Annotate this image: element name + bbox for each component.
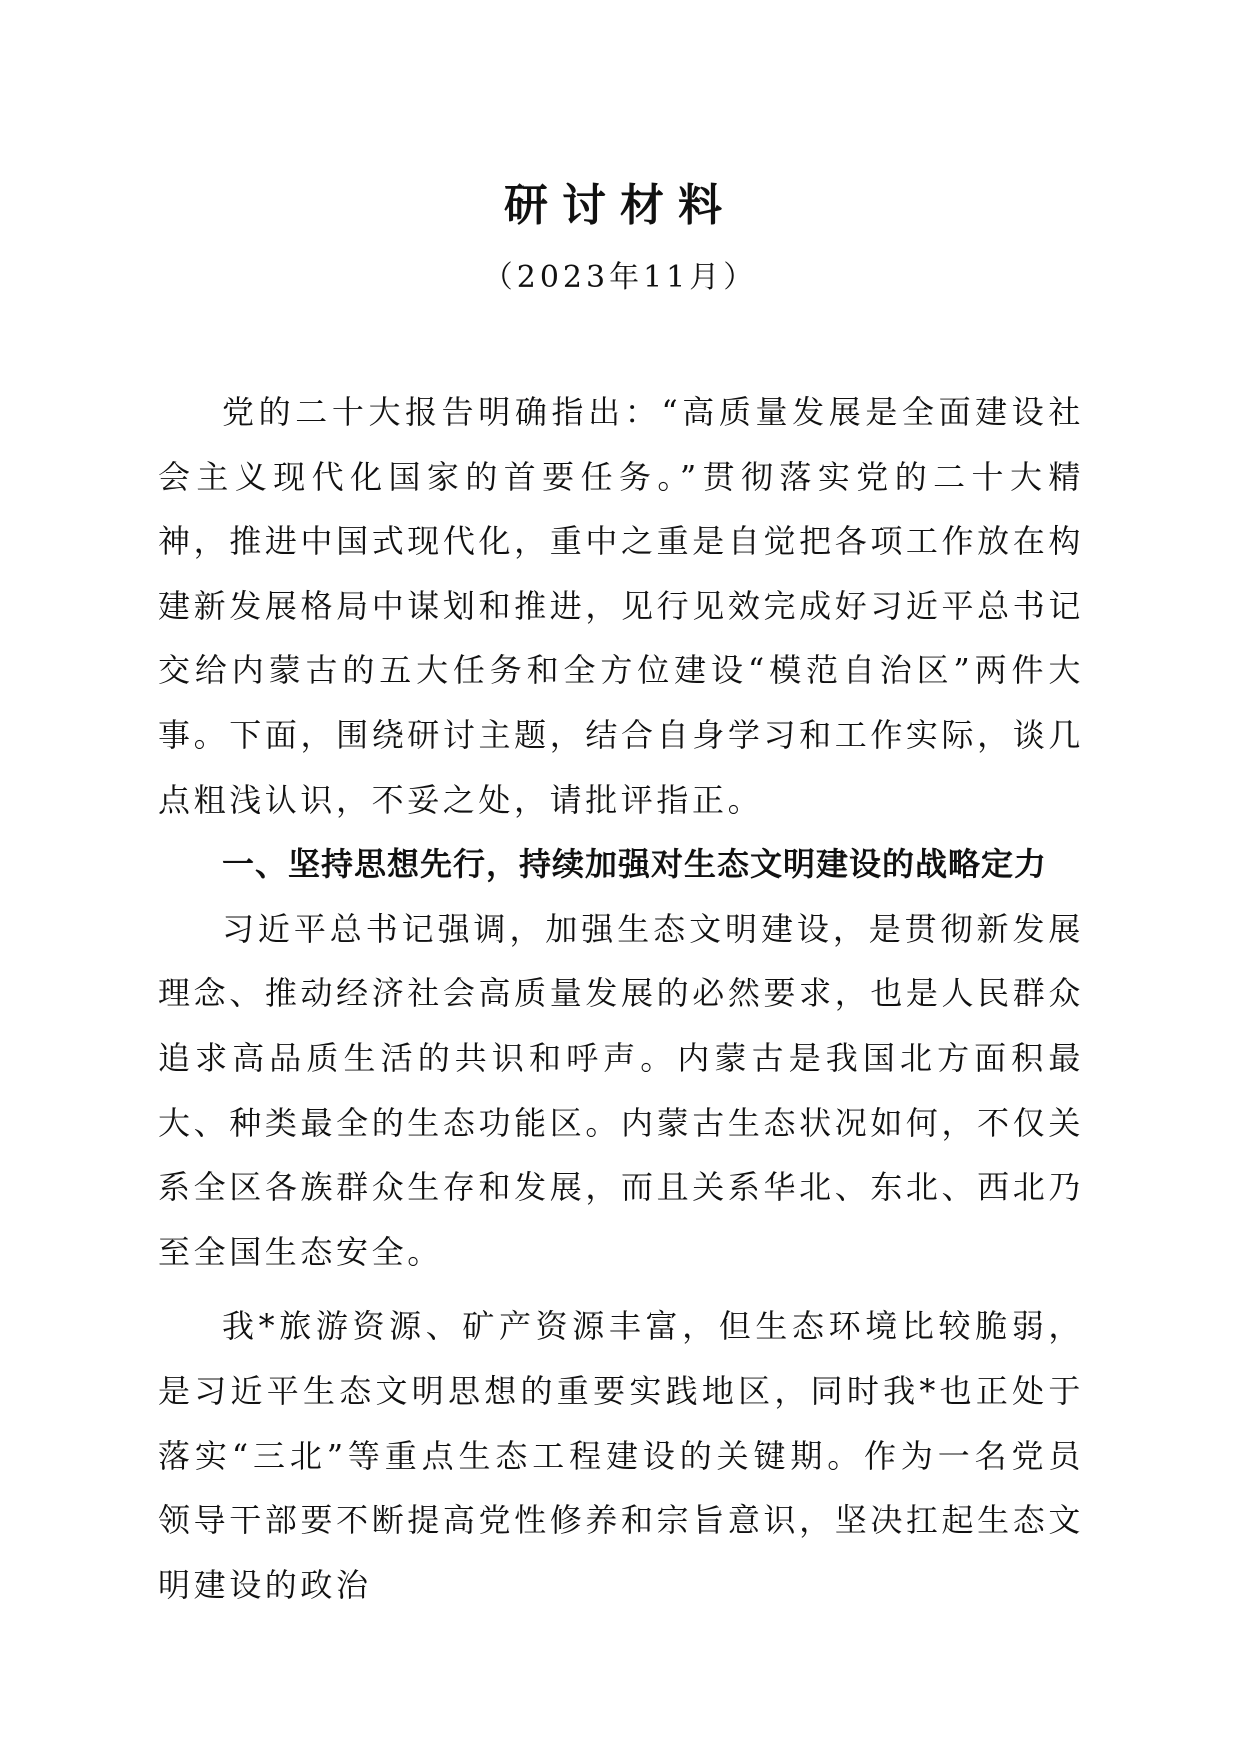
document-title: 研讨材料 — [504, 180, 736, 231]
paragraph-gap — [158, 1284, 1084, 1294]
document-body — [158, 380, 1084, 1617]
section-heading-1: 一、坚持思想先行，持续加强对生态文明建设的战略定力 — [222, 845, 1048, 884]
section-1-paragraph-2: 我*旅游资源、矿产资源丰富，但生态环境比较脆弱，是习近平生态文明思想的重要实践地区，同时我*也正处于落实“三北”等重点生态工程建设的关键期。作为一名党员领导干部要不断提高党性修养和宗旨意识，坚决扛起生态文明建设的政治 — [158, 1307, 1084, 1604]
section-1-paragraph-1: 习近平总书记强调，加强生态文明建设，是贯彻新发展理念、推动经济社会高质量发展的必然要求，也是人民群众追求高品质生活的共识和呼声。内蒙古是我国北方面积最大、种类最全的生态功能区。内蒙古生态状况如何，不仅关系全区各族群众生存和发展，而且关系华北、东北、西北乃至全国生态安全。 — [158, 909, 1084, 1271]
intro-paragraph: 党的二十大报告明确指出：“高质量发展是全面建设社会主义现代化国家的首要任务。”贯彻落实党的二十大精神，推进中国式现代化，重中之重是自觉把各项工作放在构建新发展格局中谋划和推进，见行见效完成好习近平总书记交给内蒙古的五大任务和全方位建设“模范自治区”两件大事。下面，围绕研讨主题，结合自身学习和工作实际，谈几点粗浅认识，不妥之处，请批评指正。 — [158, 393, 1084, 819]
document-date: （2023年11月） — [482, 260, 758, 295]
